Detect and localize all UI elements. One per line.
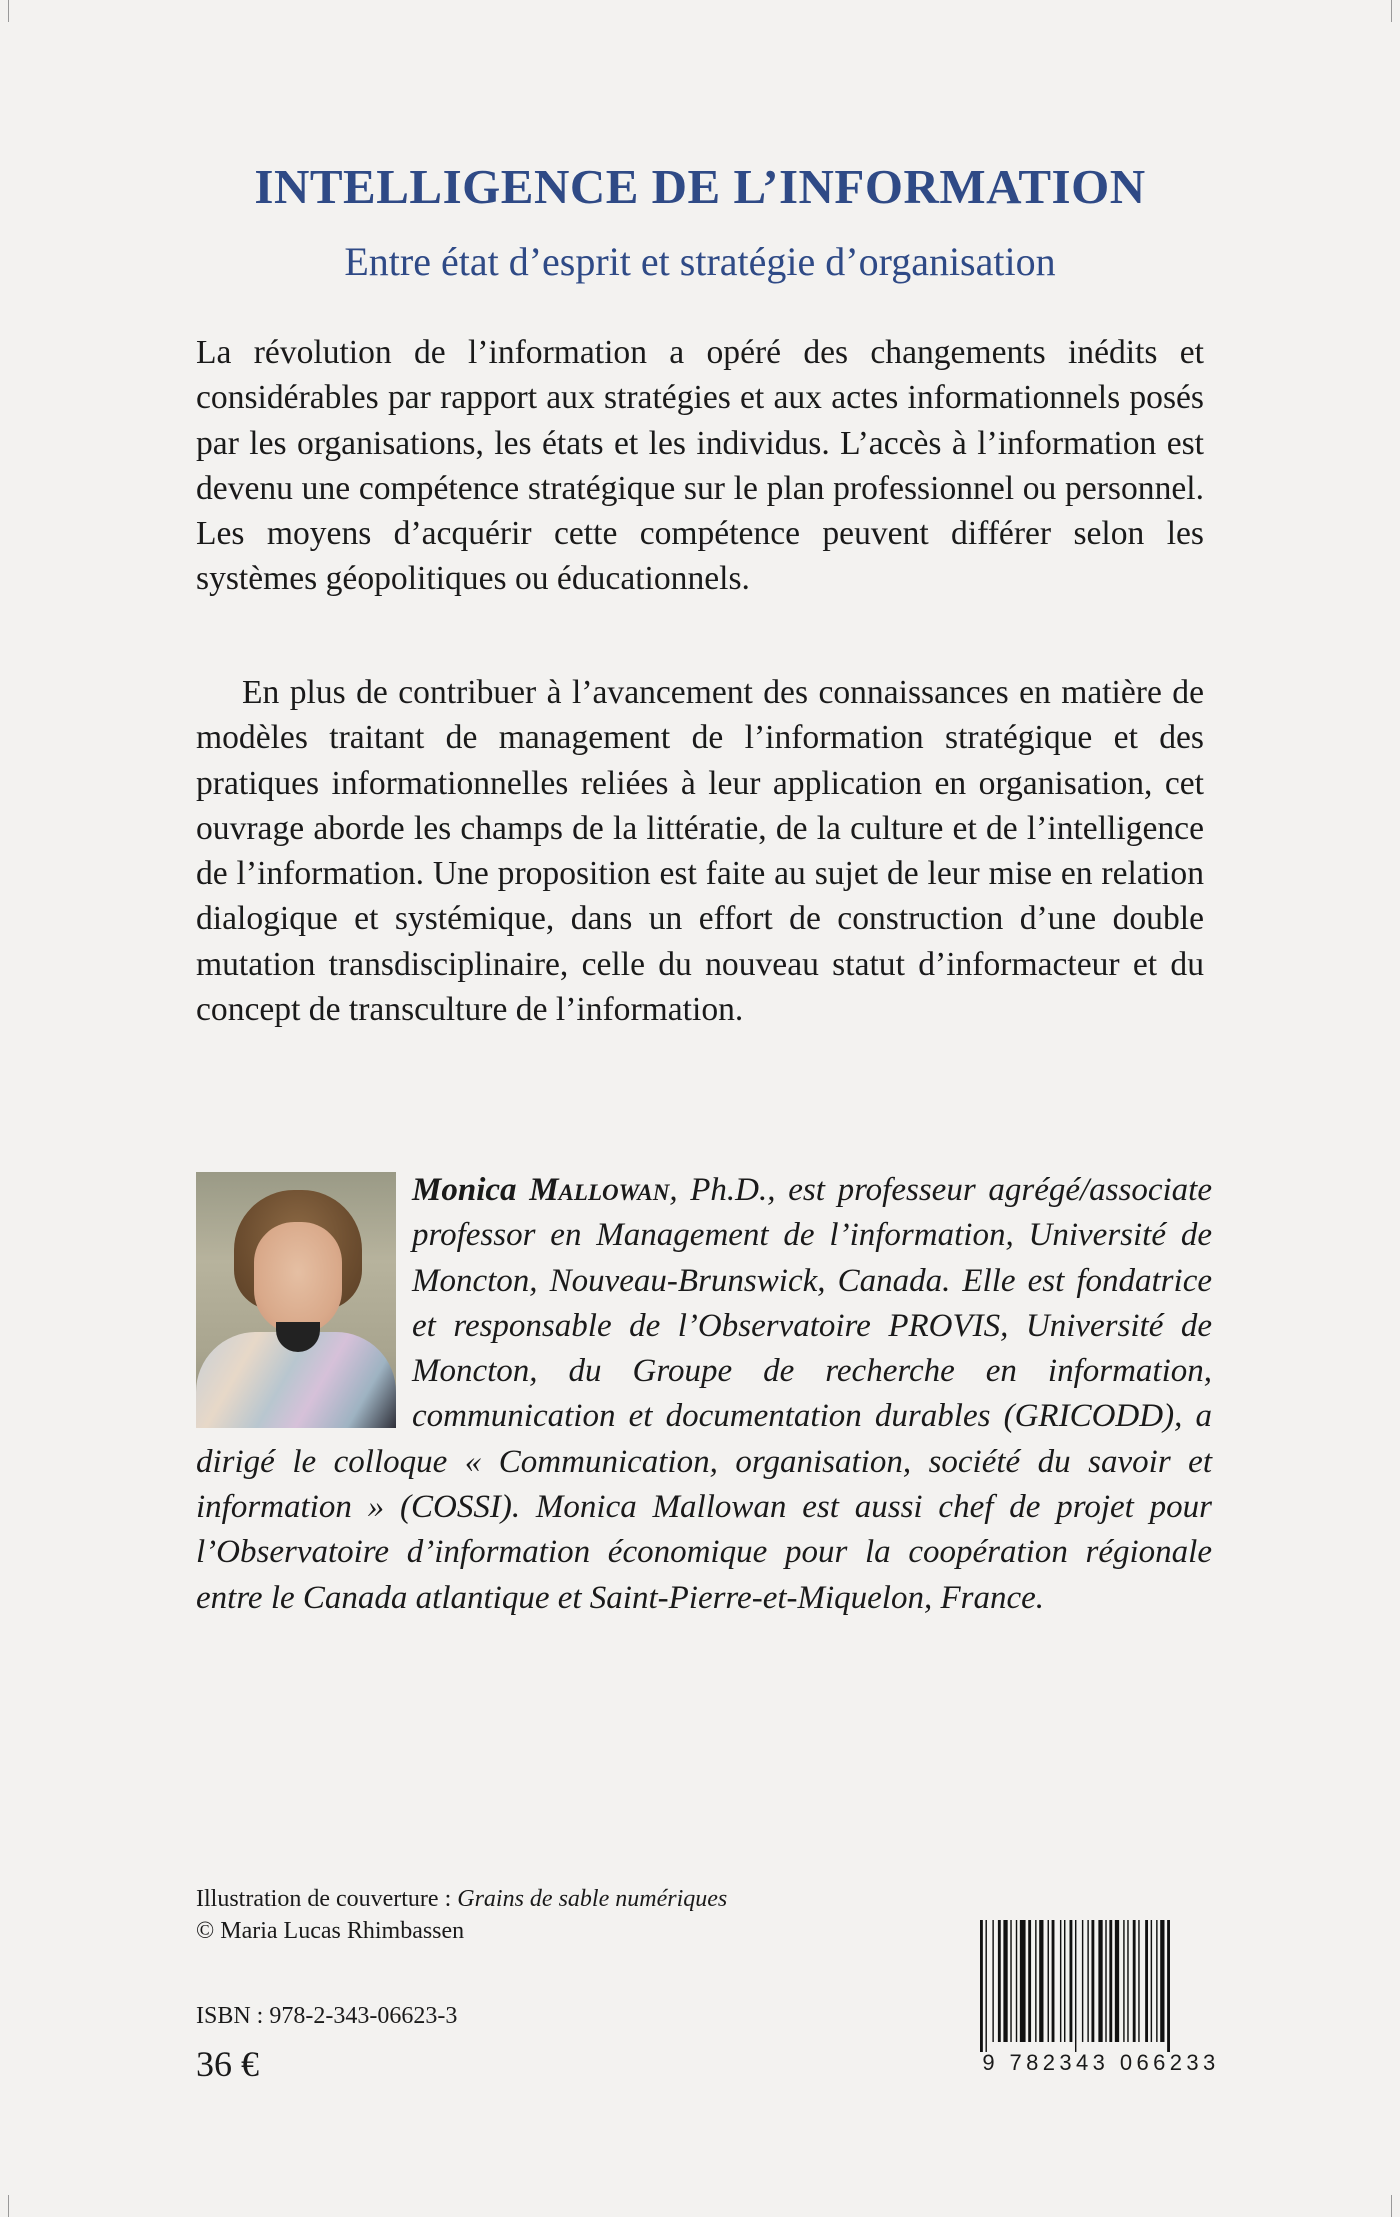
barcode-bar [1020,1920,1026,2042]
author-first-name: Monica [412,1172,517,1208]
author-last-name: Mallowan [529,1172,670,1208]
author-bio-text: , Ph.D., est professeur agrégé/associate professor en Management de l’information, Université de Moncton, Nouveau-Brunswick, Canada. Elle est fondatrice et responsable de l’Observatoire PROVIS, Université de Moncton, du Groupe de recherche en information, communication et documentation durables (GRICODD), a dirigé le colloque « Communication, organisation, société du savoir et information » (COSSI). Monica Mallowan est aussi chef de projet pour l’Observatoire d’information économique pour la coopération régionale entre le Canada atlantique et Saint-Pierre-et-Miquelon, France. [196,1172,1212,1616]
barcode-bar [980,1920,983,2052]
barcode-bar [1052,1920,1055,2042]
barcode-bar [1028,1920,1031,2042]
isbn: ISBN : 978-2-343-06623-3 [196,2003,458,2029]
illustration-label: Illustration de couverture : [196,1886,458,1912]
cover-credits [196,1883,896,1947]
barcode-bar [1115,1920,1119,2042]
author-name [412,1172,669,1208]
barcode [976,1920,1226,2060]
barcode-bar [1075,1920,1076,2052]
barcode-bar [1133,1920,1136,2042]
barcode-bar [1070,1920,1073,2042]
barcode-bar [992,1920,993,2042]
barcode-bar [1082,1920,1083,2042]
barcode-bar [1035,1920,1036,2042]
author-photo [196,1172,396,1428]
barcode-bar [1151,1920,1152,2042]
barcode-bar [1105,1920,1106,2042]
barcode-bar [1060,1920,1061,2042]
barcode-bar [1003,1920,1007,2042]
illustration-title: Grains de sable numériques [457,1886,728,1912]
barcode-bar [1098,1920,1102,2042]
crop-mark [8,0,9,22]
book-title: INTELLIGENCE DE L’INFORMATION [254,159,1146,214]
barcode-bar [1160,1920,1164,2042]
barcode-bar [1010,1920,1011,2042]
barcode-bar [985,1920,986,2052]
crop-mark [8,2195,9,2217]
barcode-digits: 9 782343 066233 [982,2050,1220,2075]
summary-paragraph-2: En plus de contribuer à l’avancement des connaissances en matière de modèles traitant de management de l’information stratégique et des pratiques informationnelles reliées à leur application en organisation, cet ouvrage aborde les champs de la littératie, de la culture et de l’intelligence de l’information. Une proposition est faite au sujet de leur mise en relation dialogique et systémique, dans un effort de construction d’une double mutation transdisciplinaire, celle du nouveau statut d’informacteur et du concept de transculture de l’information. [196,674,1204,1029]
summary-paragraph-1: La révolution de l’information a opéré des changements inédits et considérables par rapport aux stratégies et aux actes informationnels posés par les organisations, les états et les individus. L’accès à l’information est devenu une compétence stratégique sur le plan professionnel ou personnel. Les moyens d’acquérir cette compétence peuvent différer selon les systèmes géopolitiques ou éducationnels. [196,334,1204,598]
barcode-bar [998,1920,1001,2042]
price: 36 € [196,2044,259,2084]
barcode-bar [1138,1920,1139,2042]
barcode-bar [1048,1920,1049,2042]
barcode-bar [1123,1920,1124,2042]
barcode-bar [1109,1920,1112,2042]
barcode-bar [1091,1920,1094,2042]
barcode-bar [1156,1920,1157,2042]
crop-mark [1391,2195,1392,2217]
barcode-bar [1145,1920,1148,2042]
barcode-bar [1039,1920,1043,2042]
barcode-bar [1016,1920,1017,2042]
barcode-bar [1127,1920,1128,2042]
barcode-bar [1064,1920,1065,2042]
book-subtitle: Entre état d’esprit et stratégie d’organisation [344,239,1056,284]
crop-mark [1391,0,1392,22]
author-bio [196,1168,1212,1621]
barcode-bar [1167,1920,1170,2052]
barcode-bar [1087,1920,1088,2042]
copyright: © Maria Lucas Rhimbassen [196,1918,465,1944]
